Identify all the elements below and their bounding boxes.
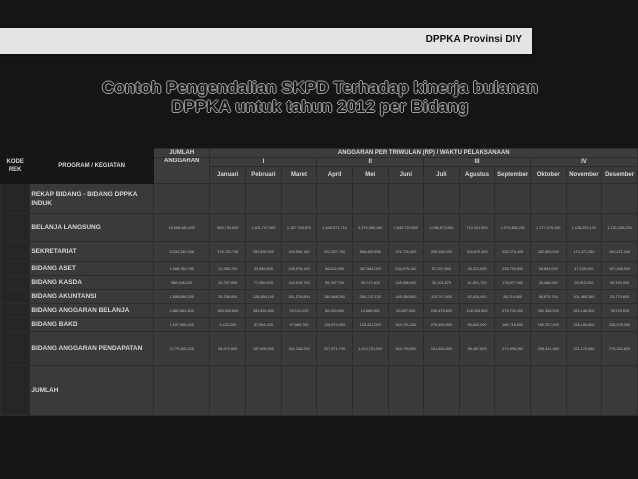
kode-rek-cell (1, 366, 30, 416)
kode-rek-cell (1, 318, 30, 332)
month-value: 283,146,500 (566, 304, 602, 318)
kode-rek-cell (1, 262, 30, 276)
month-value: 383,834,600 (246, 304, 282, 318)
month-value: 261,348,200 (281, 332, 317, 366)
program-label: BIDANG ASET (30, 262, 154, 276)
month-value: 173,471,280 (566, 242, 602, 262)
kode-rek-cell (1, 304, 30, 318)
month-value: 4,423,200 (210, 318, 246, 332)
kode-rek-header: KODE REK (1, 149, 30, 184)
title-line-2: DPPKA untuk tahun 2012 per Bidang (171, 97, 469, 116)
month-value (424, 184, 460, 214)
month-value: 128,686,100 (246, 290, 282, 304)
month-value (246, 366, 282, 416)
quarter-header: IV (530, 158, 637, 167)
month-value (352, 366, 388, 416)
month-value: 169,556,180 (281, 242, 317, 262)
month-value: 58,854,000 (530, 262, 566, 276)
month-value: 66,842,000 (459, 318, 495, 332)
quarter-header: I (210, 158, 317, 167)
month-value: 276,182,825 (602, 332, 638, 366)
month-value: 169,421,046 (602, 242, 638, 262)
program-label: BIDANG ANGGARAN PENDAPATAN (30, 332, 154, 366)
month-value (317, 184, 353, 214)
program-label: JUMLAH (30, 366, 154, 416)
month-header: November (566, 167, 602, 184)
month-value (210, 366, 246, 416)
month-value (424, 366, 460, 416)
program-label: BIDANG KASDA (30, 276, 154, 290)
quarter-header: II (317, 158, 424, 167)
month-value: 271,896,260 (495, 332, 531, 366)
month-value: 167,268,910 (602, 262, 638, 276)
month-value: 57,257,800 (424, 262, 460, 276)
month-value: 68,879,700 (530, 290, 566, 304)
month-value (210, 184, 246, 214)
month-value: 101,465,380 (566, 290, 602, 304)
month-header: Agustus (459, 167, 495, 184)
month-header: Mei (352, 167, 388, 184)
month-value: 123,421,000 (352, 318, 388, 332)
month-value: 33,986,800 (246, 262, 282, 276)
table-row (1, 276, 638, 290)
month-value: 28,785,600 (210, 290, 246, 304)
header-bar (0, 28, 532, 54)
month-value: 33,488,280 (530, 276, 566, 290)
month-value: 24,757,600 (210, 276, 246, 290)
month-value: 255,341,480 (530, 332, 566, 366)
month-value: 148,936,600 (388, 276, 424, 290)
month-value: 23,779,600 (602, 290, 638, 304)
month-value: 1,636,572,716 (317, 214, 353, 242)
month-value: 318,875,300 (459, 242, 495, 262)
month-value: 88,632,000 (317, 262, 353, 276)
month-value: 150,257,400 (530, 318, 566, 332)
month-value (495, 184, 531, 214)
month-header: Juni (388, 167, 424, 184)
month-value (281, 366, 317, 416)
month-value: 178,752,748 (210, 242, 246, 262)
month-value: 689,734,600 (210, 214, 246, 242)
month-value: 1,187,708,870 (281, 214, 317, 242)
month-value (352, 184, 388, 214)
kode-rek-cell (1, 214, 30, 242)
anggaran-value (153, 366, 210, 416)
month-value: 226,975,150 (388, 262, 424, 276)
table-row (1, 332, 638, 366)
anggaran-value (153, 184, 210, 214)
org-name: DPPKA Provinsi DIY (425, 34, 522, 45)
month-value: 185,339,600 (210, 304, 246, 318)
table-row (1, 318, 638, 332)
anggaran-value: 3,779,326,225 (153, 332, 210, 366)
month-value: 2,376,486,180 (352, 214, 388, 242)
month-value: 41,691,720 (459, 276, 495, 290)
title-line-1: Contoh Pengendalian SKPD Terhadap kinerja bulanan (101, 78, 539, 97)
program-label: BIDANG ANGGARAN BELANJA (30, 304, 154, 318)
month-value: 93,101,000 (281, 304, 317, 318)
month-value: 148,354,600 (388, 290, 424, 304)
budget-table (0, 148, 638, 416)
table-row (1, 290, 638, 304)
month-value: 28,717,400 (352, 276, 388, 290)
month-value: 282,384,000 (530, 304, 566, 318)
table-row (1, 184, 638, 214)
month-value (388, 184, 424, 214)
month-value: 422,257,760 (317, 242, 353, 262)
month-value: 100,615,700 (281, 276, 317, 290)
program-label: SEKRETARIAT (30, 242, 154, 262)
month-header: Oktober (530, 167, 566, 184)
month-header: Desember (602, 167, 638, 184)
month-value: 84,972,600 (210, 332, 246, 366)
anggaran-value: 18,658,480,400 (153, 214, 210, 242)
month-value: 262,650,000 (530, 242, 566, 262)
quarter-header: III (424, 158, 531, 167)
month-value: 278,456,800 (424, 318, 460, 332)
month-value: 151,864,600 (424, 332, 460, 366)
month-value: 176,877,400 (495, 276, 531, 290)
jumlah-header: JUMLAH (153, 149, 210, 158)
month-value (602, 184, 638, 214)
month-header: Juli (424, 167, 460, 184)
month-header: April (317, 167, 353, 184)
month-value: 261,278,800 (281, 290, 317, 304)
program-label: BIDANG BAKD (30, 318, 154, 332)
month-value (530, 184, 566, 214)
month-value: 221,175,980 (566, 332, 602, 366)
month-header: September (495, 167, 531, 184)
month-value: 14,686,960 (352, 304, 388, 318)
month-value (566, 366, 602, 416)
month-value (388, 366, 424, 416)
month-value: 86,280,600 (317, 304, 353, 318)
anggaran-header: ANGGARAN (153, 158, 210, 184)
anggaran-value: 2,862,681,800 (153, 304, 210, 318)
table-row (1, 214, 638, 242)
program-label: REKAP BIDANG - BIDANG DPPKA INDUK (30, 184, 154, 214)
month-value: 1,379,368,260 (495, 214, 531, 242)
month-value (459, 366, 495, 416)
month-header: Januari (210, 167, 246, 184)
month-value (459, 184, 495, 214)
month-value: 1,013,724,000 (352, 332, 388, 366)
month-value: 126,874,000 (317, 318, 353, 332)
month-value: 83,857,600 (388, 304, 424, 318)
kode-rek-cell (1, 290, 30, 304)
month-value: 267,584,000 (352, 262, 388, 276)
month-value: 98,487,800 (459, 332, 495, 366)
program-label: BIDANG AKUNTANSI (30, 290, 154, 304)
month-header: Maret (281, 167, 317, 184)
month-value: 47,884,760 (281, 318, 317, 332)
month-value: 327,971,700 (317, 332, 353, 366)
month-value: 701,726,400 (388, 242, 424, 262)
anggaran-value: 988,946,225 (153, 276, 210, 290)
month-value: 238,478,800 (424, 304, 460, 318)
month-value: 62,024,900 (459, 290, 495, 304)
slide-title (60, 78, 580, 116)
month-value: 658,465,698 (352, 242, 388, 262)
month-value: 187,698,900 (246, 332, 282, 366)
month-value: 180,968,300 (317, 290, 353, 304)
table-row (1, 262, 638, 276)
month-value: 30,101,875 (424, 276, 460, 290)
month-value: 284,896,600 (246, 242, 282, 262)
month-value: 28,219,800 (495, 290, 531, 304)
month-value: 57,964,200 (246, 318, 282, 332)
month-value (317, 366, 353, 416)
month-value: 710,161,500 (459, 214, 495, 242)
month-value: 1,301,707,600 (246, 214, 282, 242)
month-value (281, 184, 317, 214)
month-value: 115,797,600 (424, 290, 460, 304)
month-value: 228,186,800 (566, 318, 602, 332)
kode-rek-cell (1, 332, 30, 366)
table-row (1, 304, 638, 318)
month-value: 28,913,200 (566, 276, 602, 290)
kode-rek-cell (1, 242, 30, 262)
month-value: 163,791,280 (388, 318, 424, 332)
month-value: 236,378,280 (602, 318, 638, 332)
month-value (495, 366, 531, 416)
triwulan-header: ANGGARAN PER TRIWULAN (RP) / WAKTU PELAKSANAAN (210, 149, 638, 158)
month-value: 59,787,700 (317, 276, 353, 290)
month-value: 228,755,800 (495, 262, 531, 276)
month-value: 1,151,268,234 (602, 214, 638, 242)
anggaran-value: 1,637,988,400 (153, 318, 210, 332)
month-value: 21,365,700 (210, 262, 246, 276)
anggaran-value: 1,898,686,330 (153, 290, 210, 304)
month-value (566, 184, 602, 214)
month-value: 228,376,406 (495, 242, 531, 262)
program-header: PROGRAM / KEGIATAN (30, 149, 154, 184)
table-row (1, 366, 638, 416)
month-value: 77,289,500 (246, 276, 282, 290)
month-value: 166,718,600 (495, 318, 531, 332)
program-label: BELANJA LANGSUNG (30, 214, 154, 242)
month-header: Pebruari (246, 167, 282, 184)
month-value (530, 366, 566, 416)
month-value: 108,978,100 (281, 262, 317, 276)
anggaran-value: 5,234,280,436 (153, 242, 210, 262)
kode-rek-cell (1, 184, 30, 214)
month-value: 78,578,600 (602, 304, 638, 318)
month-value: 1,842,729,600 (388, 214, 424, 242)
month-value: 298,356,000 (424, 242, 460, 262)
month-value: 95,153,900 (602, 276, 638, 290)
month-value: 47,105,000 (566, 262, 602, 276)
month-value (246, 184, 282, 214)
month-value: 284,712,120 (352, 290, 388, 304)
anggaran-value: 1,088,782,760 (153, 262, 210, 276)
month-value: 1,138,292,140 (566, 214, 602, 242)
kode-rek-cell (1, 276, 30, 290)
month-value: 1,066,672,660 (424, 214, 460, 242)
month-value: 148,335,600 (459, 304, 495, 318)
table-row (1, 242, 638, 262)
month-value: 163,795,600 (388, 332, 424, 366)
month-value: 1,177,079,440 (530, 214, 566, 242)
month-value: 575,700,400 (495, 304, 531, 318)
month-value (602, 366, 638, 416)
month-value: 28,021,600 (459, 262, 495, 276)
